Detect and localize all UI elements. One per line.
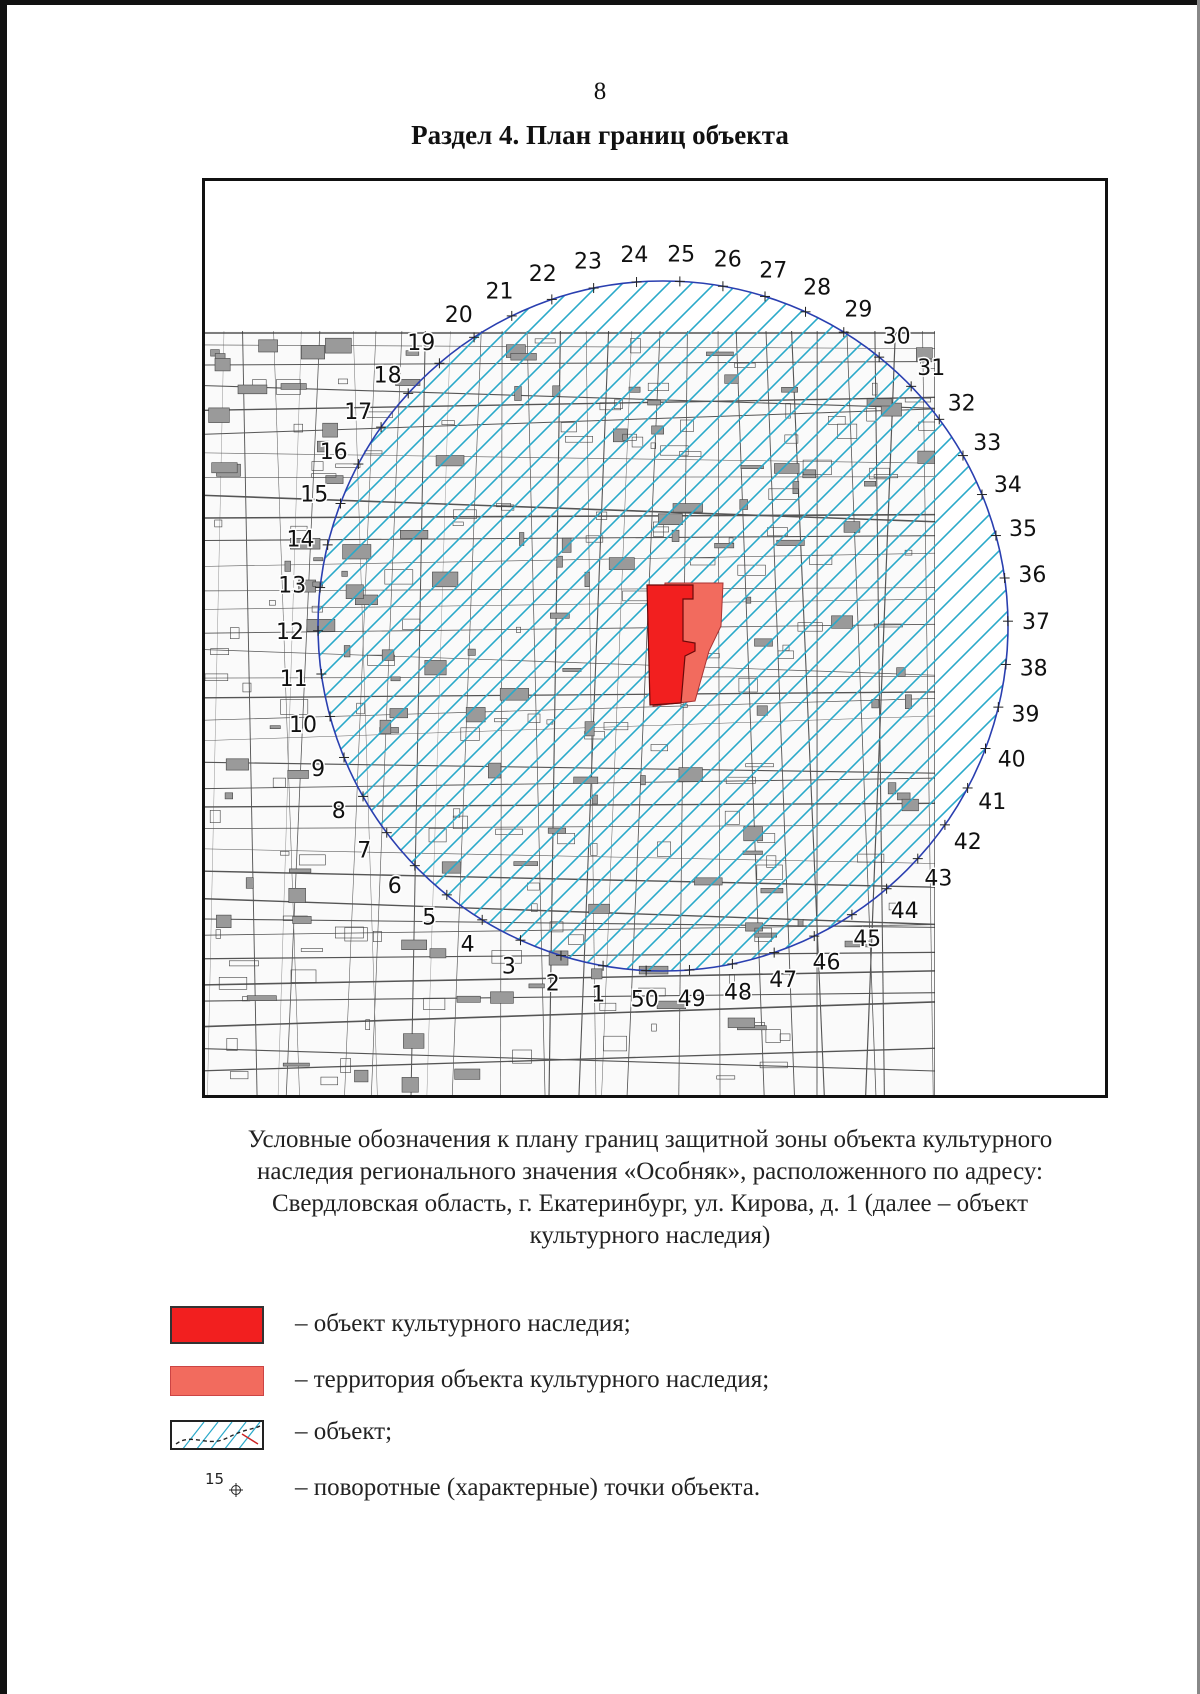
legend-point-symbol xyxy=(170,1470,264,1508)
building-block xyxy=(897,793,910,800)
point-label: 3 xyxy=(501,954,516,980)
building-block xyxy=(283,1063,309,1066)
point-label: 21 xyxy=(485,279,514,305)
legend-item-heritage-object xyxy=(170,1306,1130,1350)
point-label: 46 xyxy=(812,950,841,976)
point-number-label: 15 xyxy=(205,1470,225,1488)
building-block xyxy=(706,352,733,356)
point-label: 31 xyxy=(917,355,946,381)
building-block xyxy=(281,384,306,390)
point-label: 48 xyxy=(724,980,752,1006)
legend-swatch-hatched xyxy=(170,1420,264,1450)
building-block xyxy=(301,346,324,359)
legend-swatch-salmon xyxy=(170,1366,264,1396)
legend-item-zone xyxy=(170,1414,1130,1458)
building-block xyxy=(212,463,238,473)
point-label: 28 xyxy=(803,275,832,301)
legend-text: – объект культурного наследия; xyxy=(295,1310,631,1337)
building-block xyxy=(323,423,338,437)
hatch-line xyxy=(938,181,1105,1095)
building-block xyxy=(355,1070,369,1082)
caption-line: наследия регионального значения «Особняк», расположенного по адресу: xyxy=(257,1158,1043,1185)
building-block xyxy=(743,851,763,855)
legend-text: – поворотные (характерные) точки объекта. xyxy=(295,1474,761,1501)
point-label: 36 xyxy=(1018,563,1047,589)
point-label: 17 xyxy=(344,400,373,425)
page-frame-left xyxy=(0,0,7,1694)
point-label: 19 xyxy=(407,330,436,356)
building-block xyxy=(455,1069,480,1079)
building-block xyxy=(744,827,763,841)
crosshair-icon xyxy=(228,1482,244,1498)
point-label: 12 xyxy=(276,620,304,646)
section-title: Раздел 4. План границ объекта xyxy=(411,120,789,150)
point-label: 27 xyxy=(759,258,788,284)
hatch-line xyxy=(1076,181,1105,1095)
building-block xyxy=(832,616,853,629)
point-label: 50 xyxy=(630,987,659,1013)
building-block xyxy=(270,726,280,729)
building-block xyxy=(216,915,231,928)
point-label: 1 xyxy=(591,982,606,1008)
point-label: 2 xyxy=(545,971,560,997)
building-block xyxy=(803,470,816,478)
building-block xyxy=(746,597,751,603)
building-block xyxy=(289,869,311,873)
hatch-line xyxy=(915,181,1105,1095)
point-label: 4 xyxy=(460,932,475,958)
building-block xyxy=(225,793,233,799)
hatch-line xyxy=(961,181,1105,1095)
building-block xyxy=(289,888,306,902)
legend-text: – объект; xyxy=(295,1418,393,1445)
building-block xyxy=(728,1018,755,1028)
building-block xyxy=(326,476,343,484)
building-block xyxy=(466,707,485,722)
hatch-line xyxy=(1099,181,1105,1095)
building-block xyxy=(391,677,400,681)
building-block xyxy=(457,996,480,1002)
point-label: 23 xyxy=(574,249,602,275)
point-label: 45 xyxy=(853,927,882,953)
building-block xyxy=(905,695,911,709)
legend-caption xyxy=(170,1124,1130,1252)
point-label: 26 xyxy=(713,247,742,273)
point-label: 44 xyxy=(890,899,919,925)
building-block xyxy=(864,481,875,486)
building-block xyxy=(613,429,627,442)
point-label: 15 xyxy=(300,482,329,508)
building-block xyxy=(557,556,563,567)
page-number: 8 xyxy=(593,78,607,105)
building-block xyxy=(529,984,545,988)
legend-text: – территория объекта культурного наследия; xyxy=(295,1366,770,1393)
building-block xyxy=(402,940,427,950)
hatch-line xyxy=(1030,181,1105,1095)
point-label: 13 xyxy=(278,573,307,599)
point-label: 11 xyxy=(279,666,308,692)
caption-line: Условные обозначения к плану границ защитной зоны объекта культурного xyxy=(247,1126,1053,1153)
point-label: 35 xyxy=(1009,517,1037,543)
building-block xyxy=(325,338,351,353)
building-block xyxy=(403,1034,424,1049)
building-block xyxy=(226,759,248,770)
building-block xyxy=(247,996,276,1001)
point-label: 25 xyxy=(667,242,696,268)
point-label: 29 xyxy=(844,297,873,323)
point-label: 41 xyxy=(978,790,1007,816)
point-label: 24 xyxy=(620,243,649,269)
point-label: 30 xyxy=(882,324,911,350)
point-label: 22 xyxy=(528,261,557,287)
point-label: 43 xyxy=(924,866,953,892)
point-label: 49 xyxy=(677,986,706,1012)
point-label: 47 xyxy=(769,968,798,994)
building-block xyxy=(215,358,230,371)
point-label: 18 xyxy=(373,363,402,389)
point-label: 40 xyxy=(997,747,1026,773)
point-label: 33 xyxy=(973,430,1002,456)
building-block xyxy=(563,668,581,671)
building-block xyxy=(648,400,661,405)
page-frame-top xyxy=(0,0,1200,5)
building-block xyxy=(430,949,446,958)
building-block xyxy=(238,385,267,394)
building-block xyxy=(246,878,253,889)
building-block xyxy=(491,992,514,1004)
hatch-line xyxy=(1007,181,1105,1095)
point-label: 38 xyxy=(1019,656,1048,682)
building-block xyxy=(793,482,799,494)
building-block xyxy=(757,706,767,716)
point-label: 9 xyxy=(311,757,326,783)
building-block xyxy=(293,916,312,923)
hatch-line xyxy=(984,181,1105,1095)
building-block xyxy=(641,776,646,785)
building-block xyxy=(285,561,291,571)
building-block xyxy=(342,571,348,576)
point-label: 39 xyxy=(1011,702,1040,728)
point-label: 14 xyxy=(286,527,315,553)
point-label: 5 xyxy=(422,905,437,931)
point-label: 10 xyxy=(289,712,317,738)
building-block xyxy=(209,408,230,423)
building-block xyxy=(798,919,803,926)
building-block xyxy=(288,770,309,778)
building-block xyxy=(343,545,371,560)
legend-item-turning-point xyxy=(170,1470,1130,1514)
caption-line: культурного наследия) xyxy=(529,1222,771,1249)
point-label: 37 xyxy=(1022,609,1050,635)
point-label: 8 xyxy=(331,799,346,825)
building-block xyxy=(402,1077,418,1092)
point-label: 20 xyxy=(444,302,473,328)
point-label: 6 xyxy=(387,874,402,900)
map-canvas xyxy=(205,181,1105,1095)
building-block xyxy=(468,649,475,655)
point-label: 42 xyxy=(953,830,982,855)
point-label: 16 xyxy=(319,439,348,465)
legend-swatch-red xyxy=(170,1306,264,1344)
building-block xyxy=(314,558,323,561)
legend-item-heritage-territory xyxy=(170,1362,1130,1406)
boundary-plan-map xyxy=(202,178,1108,1098)
point-label: 34 xyxy=(993,472,1022,498)
caption-line: Свердловская область, г. Екатеринбург, ул. Кирова, д. 1 (далее – объект xyxy=(271,1190,1029,1217)
point-label: 32 xyxy=(947,391,976,417)
hatch-line xyxy=(1053,181,1105,1095)
point-label: 7 xyxy=(357,838,372,864)
building-block xyxy=(591,969,602,979)
hatch-sample-icon xyxy=(172,1422,264,1450)
building-block xyxy=(259,340,278,352)
